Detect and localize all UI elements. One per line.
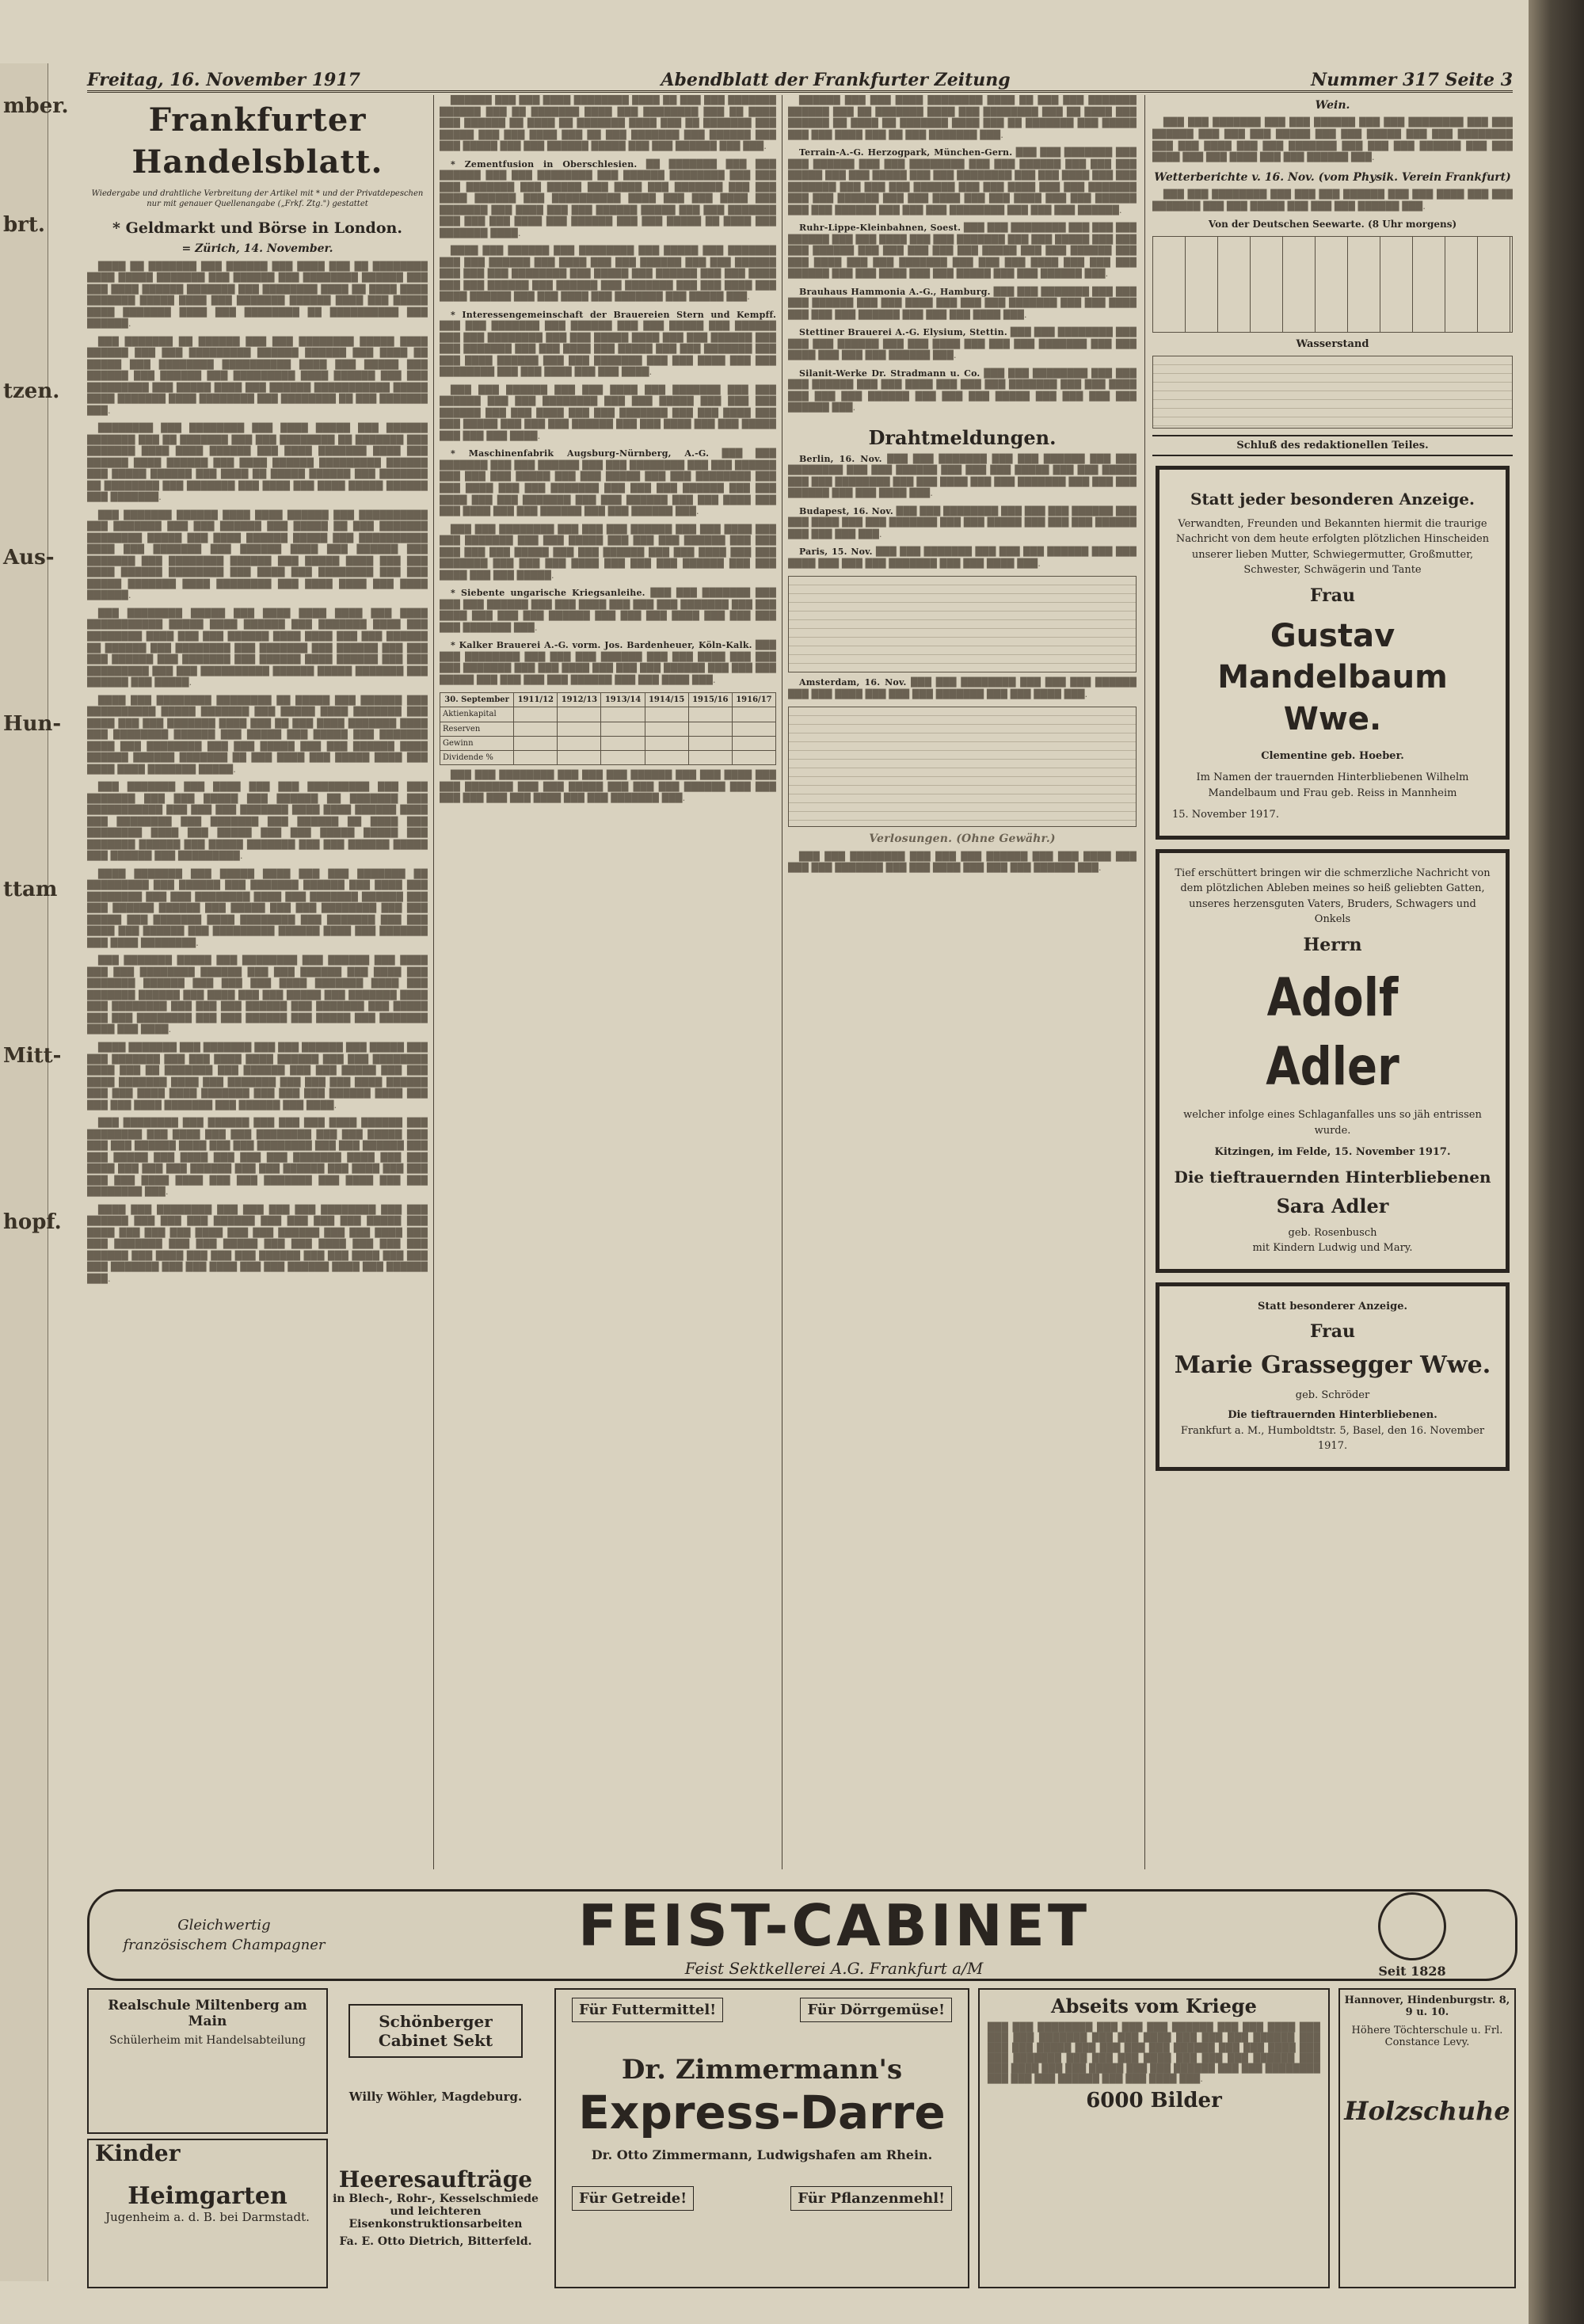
fragment-word: Aus- xyxy=(3,545,55,570)
ad-label: Für Pflanzenmehl! xyxy=(790,2186,952,2211)
weather-table xyxy=(1152,236,1513,333)
fragment-word: Hun- xyxy=(3,711,62,736)
ad-label: Für Futtermittel! xyxy=(572,1998,723,2022)
ad-schoenberger xyxy=(333,1988,539,2162)
notice-place: Kitzingen, im Felde, 15. November 1917. xyxy=(1214,1146,1451,1159)
table-cell xyxy=(558,750,601,764)
dateline: Budapest, 16. Nov. xyxy=(799,505,893,516)
water-level-table xyxy=(1152,356,1513,429)
table-cell xyxy=(688,722,732,736)
table-cell xyxy=(645,750,688,764)
wine-title: Wein. xyxy=(1315,99,1350,112)
telegrams: Berlin, 16. Nov. ███ ███ ███████ ███ ███ ██████ ███ ███ ████████ ███ ███ ██████ ███ ███ ███ █████ ███ ███ █████ ███ ███ ████████ ███ ███ ████ ███ ███ ███████ ███ ███ ███ ██████ ███ ███ ████ ███. Budapest, 16. Nov. ███ ███ ████████ ███ ███ ███ ██████ ███ ███ ████ ███ ███ ███████ ███ ███ █████ ███ ███ ███ ██████ ███ ███ ███ ███. Paris, 15. Nov. ███ ███ ███████ ███ ███ ███ ██████ ███ ███ ████ ███ ███ ███ ███████ ███ ███ ████ ███. Amsterdam, 16. Nov. ███ ███ ████████ ███ ███ ███ ██████ ███ ███ ████ ███ ███ ███ ███████ ███ ███ ████ ███. Verlosungen. (Ohne Gewähr.) ███ ███ ████████ ███ ███ ███ ██████ ███ ███ ████ ███ ███ ███ ███████ ███ ███ ████ ███ ███ ███ ██████ ███. xyxy=(788,453,1137,874)
table-cell xyxy=(645,736,688,750)
notice-date: 15. November 1917. xyxy=(1172,809,1279,821)
table-row xyxy=(440,736,776,750)
obituary-mandelbaum xyxy=(1156,466,1510,840)
fragment-word: hopf. xyxy=(3,1210,62,1235)
weather-report: ███ ███ ████████ ███ ███ ███ ██████ ███ ███ ████ ███ ███ ███████ ███ ███ █████ ███ ███ ███ ██████ ███. xyxy=(1152,189,1513,211)
page-header xyxy=(87,63,1513,93)
notice-place: Frankfurt a. M., Humboldtstr. 5, Basel, den 16. November 1917. xyxy=(1180,1424,1485,1453)
article-title: * Geldmarkt und Börse in London. xyxy=(112,219,402,237)
table-cell xyxy=(645,707,688,722)
ad-text: Höhere Töchterschule u. Frl. Constance Levy. xyxy=(1351,2025,1503,2048)
table-cell xyxy=(688,736,732,750)
dateline: Berlin, 16. Nov. xyxy=(799,453,882,464)
table-row xyxy=(440,750,776,764)
table-cell xyxy=(688,707,732,722)
dateline: Paris, 15. Nov. xyxy=(799,547,873,558)
table-cell xyxy=(732,707,775,722)
header-date: Freitag, 16. November 1917 xyxy=(87,70,360,90)
column-2 xyxy=(440,95,776,1869)
fragment-word: mber. xyxy=(3,94,69,118)
report-title: Terrain-A.-G. Herzogpark, München-Gern. xyxy=(799,147,1013,158)
column-rule xyxy=(433,95,434,1869)
column-rule xyxy=(1144,95,1145,1869)
book-binding xyxy=(1529,0,1584,2324)
classified-ads xyxy=(87,1988,1513,2289)
ad-brand xyxy=(359,1892,1309,1978)
ad-hannover xyxy=(1338,1988,1516,2288)
previous-page-fragments xyxy=(0,63,69,1409)
previous-page-strip xyxy=(0,63,69,2281)
column-3 xyxy=(788,95,1137,1869)
ad-title: Realschule Miltenberg am Main xyxy=(108,1998,307,2029)
table-cell: Gewinn xyxy=(440,736,514,750)
report-title: Ruhr-Lippe-Kleinbahnen, Soest. xyxy=(799,223,961,234)
table-header-cell: 30. September xyxy=(440,693,514,707)
article-body: ██████ ███ ███ ████ ████████ ████ ██ ███ ███ ███████ ██████ ███ ██ ███████ ████ ███ ████████ ███ ██ ████ ███ ██████ ██ ████ ██ ███████ ████ ███ ██ ███████ ███ █████ ███ ███ ████ ███ ██ ███ ███████ ███ ██████ ███ ███ █████ ███ ███ ██████ █████ ███ ███ ██████ ███ ███. * Zementfusion in Oberschlesien. ██ ███████ ███ ███ ██████ ███ ███ ████████ ███ ██████ ████████ ███ ███ ███ ███████ ███ █████ ███ ████ ███ ███████ ███ ███ ████ ██████ ███ ██████████ ████ ███ ███ ████ ███ ███████ ███ ████ ███ ███ ██████ █████ ███ ███ ███████ ███ ███ ███ ████ ███ ██████ ███ ███ █████ ██ ████ ███ ███████ ████. ████ ███ ██████ ███ ████████ ███ █████ ███ ███████ ███ ███ ██████ ███ ████ ███ ███ ██████ ███ ███ ██████ ███ ███ ███ ████████ ███ █████ ███ ██████ ███ ███ ████ ███ ███ ██████ ███ ██████ ███ ███████ ███ ███ ████ ███ ████ ██████ ███ ███ ████ ███ ███████ ███ █████ ███. * Interessengemeinschaft der Brauereien Stern und Kempff. ███ ███ ███████ ███ ██████ ███ ███ █████ ███ ██████ ███ ███ ████████ ███ ███ █████ ████ ███ ███ ██████ ███ ███ ███████ ███ ███ ████ ███ █████ ███ ███ ███████ ███ ███ ████ ██████ ███ ███ ███████ ███ ███ ████ ███ ███ ████████ ███ ███ ████ ███ ███ ████. ███ ███ ██████ ███ ███ ████ ███ ███████ ███ ███ ██████ ███ ███ ████████ ███ ███ █████ ███ ███ ███ ██████ ███ ███ ████ ███ ███ ███████ ███ ███ ████ ███ ███ █████ ███ ███ ███ ██████ ███ ███ ████ ███ ███ █████ ███ ███ ███ ████. * Maschinenfabrik Augsburg-Nürnberg, A.-G. ███ ███ ███████ ███ ███ ██████ ███ ███ ████████ ███ ███ ██████ ███ ███ ███ █████ ███ ███ █████ ███ ███ ████████ ███ ███ ████ ███ ███ ███████ ███ ███ ███ ██████ ███ ███ ████ ███ ███ ███████ ███ ███ ██████ ███ ███ ████ ███ ███ ████ ███ ███ ██████ ███ ███ ██████ ███. ███ ███ ████████ ███ ███ ███ ██████ ███ ███ ████ ███ ███ ███████ ███ ███ █████ ███ ███ ███ ██████ ███ ███ ███ ███ ███ █████ ███ ███ ██████ ███ ███ ████ ███ ███ ███████ ███ ███ ███ ████ ███ ███ ███ ██████ ███ ███ ████ ███ ███ █████. * Siebente ungarische Kriegsanleihe. ███ ███ ███████ ███ ███ ███ ██████ ███ ███ ████ ███ ███ ███ ███████ ███ ███ ████ ███ ███ ███ ██████ ███ ███ ███ ████ ███ ███ ███ ███ ███████ ███. * Kalker Brauerei A.-G. vorm. Jos. Bardenheuer, Köln-Kalk. ███ ███ ████████ ███ ███ ███ ██████ ███ ███ ████ ███ ███ ███ ███████ ███ ███ ████ ███ ███ ███ ██████ ███ ███ ███ █████ ███ ███ ███ ███ ██████ ███ ███ ████ ███. xyxy=(440,95,776,685)
ad-address: Dr. Otto Zimmermann, Ludwigshafen am Rhein. xyxy=(591,2147,933,2162)
obituary-grassegger xyxy=(1156,1282,1510,1471)
deceased-name: Adolf Adler xyxy=(1266,967,1399,1098)
notice-signers: Im Namen der trauernden Hinterbliebenen Wilhelm Mandelbaum und Frau geb. Reiss in Mannheim xyxy=(1196,771,1469,799)
ad-text: Willy Wöhler, Magdeburg. xyxy=(348,2090,523,2104)
table-cell xyxy=(514,736,558,750)
ad-express-darre xyxy=(554,1988,969,2288)
ad-seal xyxy=(1309,1892,1515,1979)
editorial-end: Schluß des redaktionellen Teiles. xyxy=(1152,435,1513,456)
ad-bottom-row xyxy=(556,2162,968,2211)
table-cell xyxy=(732,722,775,736)
widow-born: geb. Rosenbusch xyxy=(1288,1226,1377,1239)
quotes-table xyxy=(788,576,1137,672)
notice-children: mit Kindern Ludwig und Mary. xyxy=(1252,1242,1413,1255)
ad-firm: Fa. E. Otto Dietrich, Bitterfeld. xyxy=(339,2235,532,2248)
ad-text: Schülerheim mit Handelsabteilung xyxy=(109,2034,306,2047)
notice-frau: Frau xyxy=(1309,1321,1356,1343)
table-cell xyxy=(688,750,732,764)
ad-label: Für Getreide! xyxy=(572,2186,694,2211)
table-header-cell: 1913/14 xyxy=(601,693,645,707)
ad-text: Heimgarten xyxy=(128,2182,287,2210)
fragment-word: brt. xyxy=(3,212,45,237)
table-row xyxy=(440,722,776,736)
ad-slogan xyxy=(89,1915,359,1955)
article-body: ████ ██ ███████ ███ ██████ ███ ████ ███ ██ ████████ ████ █████ ███████ ███ ██████ ███ ████████ ██████ ███ ███ ████ ██████ ███████ ███ ████████ ████ ██ ████ ████ ███████ █████ ████ ███ ███████ ██████ ████ ███ █████ ████ ███████ ████ ███ ████████ ██ ██████████ ███ ██████. ███ ███████ ██ ██████ ███ ███ ████████ █████ ████ ██████ ███ ███ █████████ ██████ ██████ ███ ████ ██ █████ ███ ████████ ██████████ ████ ███ █████ ███ ██████ ███ ██████ ███ █████████ ████ ██████ ███ ███ █████████ ███ █████ ████ ███ ██████ ███████████ █████ ████ ███████ ████ ████████ ███ ████████ ██ ███ ███████ ███. ████████ ███ ████████ ███ ████ █████ ███ ██████ ███████ ███ ██ ███████ ███ ███ ████████ ██ ███████ ███ ███████ ████ ████ ██████ ███ ████ ███████ ████ ███ ██████ ████ ██████ ███ ████ ██████ █████████ ██████ ███ █████ ██████ ███ ████ ██ █████ ██████ ███ ███████ ██ ████████ ███ ███████ ███ ████ ███ ████ █████ ██████ ███ ███████. ███ ███████ ██████ ████ ████ ██████ ███ ██████████ ███ ███████ ███ ███ ██████ ███ █████ ██ ███ ███████ ████████ █████ ███ ████ ██████ █████ ███ ██████████ ████ ███ ███████ ███ ██████ ████ ███ ██████ ███ ███████ ███ ████████ ██████ ███ █████ ████ ███ ███ ████ ██████ ████████ ███ ████ ███ ████████ ███ ███ █████ ███████ ████ ████████ ███ ████ ████ ███ ████ ██████. ███ ████████ █████ ███ ████ ████ ████ ███ ████ ███████████ █████ ████ ██████ ███ ███████ ████ ███ ████████ ████ ███ ███ ██████ ████ ████ ███ ███ ██████ ██ ██████ ███ ████████ ███ ███████ ███ ██████ ███ ███ ███ ██████ ███ ███████ ███ ██████ ████ ██████ ███ ███ █████████ ███ ███ ██████████ ██████ █████ ███████ ███ ██████ ███ █████. ████ ███ ████████ ████████ ██ █████ ███ ██████ ███ ██████████ █████ ███████ ███ █████ ████ ███████ ███ ████ ███ ███ ███████ ████ ███ ██ ███ ████ ███████ ████ ███ ████████ ██████ ███ █████ ███ █████ ███ ███████ ████ ███ ████████ ███ ███ █████ ███ ███ ██████ ████ ██████ ██████ ███████ ██ ███ ████ ███ █████ ████ ███ ████ ████ ███████ █████. ███ ███████ ███ ████ ███ ███ █████████ ███ ███ ███████ ███ ███ █████ ███ ██████ ██ ███████ ███ ███████████ ███ ███ ███ ███████ ████ ████ ██████ ████ ███ ████████ ███ ███████ ███ ██████ ██ ████ ███ ████████ ████ ███ █████ ███ ███ █████ █████ ███ ███████ ██████ ███ █████ ███████ ███ ███ ██████ █████ ███ ██████ ███ █████████. ████ ███████ ███ █████ ████ ███ ███ ███████ ██ █████████ ███ ██████ ███ ███████ ██████ ███ ████ ███ ████████ ███ ███ ████████ ████ ███ ███████ ██████ ███ ███ ██████ ██████ ███ █████ ███ ███ ████████ ███ ███ █████ ███ ███████ ████ ████████ ███ ███████ ███ ███ ████ ███ ██████ ███ █████████ ██████ ████ ███ ███████ ███ ████ ████████. ███ ███████ █████ ███ ████████ ███ ██████ ███ ████ ███ ███ ████████ ██████ ███ ███ ██████ ███ ████ ███ ███████ ██████ ███ ███ ███ ████ ███████ ████ ███ ███████ ██████ ███ ████ ███ ███ █████ ███ ███████ ████ ███ ████████ ███ ███ ███ ██████ ███ ███████ ███ █████ ███ ███ ████████ ███ ███ ██████ ███ █████ ███ ███████ ████ ███ ████. ████ ███████ ███ ███████ ███ ███ ██████ ███ █████ ███ ███ ███████ ███ ███ ████ ████ ██████ ███ ███ ████████ ████ ███ ██ ███████ ███ ██████ ███ ███ █████ ███ ███ ████ ███████ ████ ███ ███████ ███ ███ ███ ████ ██████ ███ ███ ████ ████ ███████ ███ ███ ███ ██████ ████ ███ ███ ███ ████ ███████ ███ ██████ ███ ████. ███ ████████ ███ ██████ ███ ███ ███ ████ ██████ ███ ████████ ███ ████ ███ ███ ████████ ███ ███ █████ ███ ███ ███ ██████ ████ ███ ███ ████████ ███ ███ ██████ ███ ███ █████ ███ ████ ███ ███ ███ ███████ ████ ███ ███ ████ ███ ███ ███ ██████ ███ ███ ██████ ███ ████ ███ ███ ███ ███ ████ ████ ███ ███ ███████ ███ ████ ███ ███ ████████ ███. ████ ███ ████████ ███ ███ ███ ███ ████████ ███ ███ ██████ ███ ███ ███ ██████ ███ ███ ███ ███ █████ ███ ████ ███ ███ ███ ████ ███ ███ ██████ ███ ███ ████ ███ ███ ███████ ███ ███ █████ ███ ███ ████ ███ ███ ███ ██████ ███ ████ ███ ███ ███ ██████ ███ ███ ████ ███ ███ ███ ███████ ███ ███ ████ ███ ███ ██████ ████ ███ ██████ ███. xyxy=(87,261,428,1284)
drahtmeldungen-title: Drahtmeldungen. xyxy=(868,425,1057,449)
exchange-table xyxy=(788,707,1137,827)
ad-label: Für Dörrgemüse! xyxy=(800,1998,952,2022)
obituary-adler xyxy=(1156,849,1510,1273)
report-title: Silanit-Werke Dr. Stradmann u. Co. xyxy=(799,368,980,379)
table-cell xyxy=(732,750,775,764)
fragment-word: tzen. xyxy=(3,379,60,403)
weather-title: Wetterberichte v. 16. Nov. (vom Physik. Verein Frankfurt) xyxy=(1154,170,1511,184)
column-4 xyxy=(1152,95,1513,1869)
table-cell xyxy=(558,722,601,736)
notice-text: Tief erschüttert bringen wir die schmerzliche Nachricht von dem plötzlichen Ableben meines so heiß geliebten Gatten, unseres herzensguten Vaters, Bruders, Schwagers und Onkels xyxy=(1175,867,1491,926)
ad-body: ███ ███ ████████ ███ ███ ███ ██████ ███ ███ ████ ███ ███ ███ ███████ ███ ███ ████ ███ ███ ███ ██████ ███ ███ ███ █████ ███ ███ ███ ███ ██████ ███ ███ ████ ███ ███ ███████ ███ ███ ███ ████ ███ ███ ███ ██████ ███ ███ ████ ███ ███ █████ ███ ███ ██████ ███ ███ ████████ ███ ███ ███ ██████ ███ ███ ████ ███. xyxy=(988,2022,1320,2084)
notice-herrn: Herrn xyxy=(1303,934,1362,955)
fragment-word: ttam xyxy=(3,878,58,902)
ad-top-row xyxy=(556,1990,968,2030)
table-header-cell: 1912/13 xyxy=(558,693,601,707)
table-cell xyxy=(601,736,645,750)
notice-lead: Statt jeder besonderen Anzeige. xyxy=(1190,490,1475,509)
ad-heeresauftraege xyxy=(333,2166,539,2285)
table-cell xyxy=(514,722,558,736)
since-label: Seit 1828 xyxy=(1378,1963,1446,1979)
ad-name: Dr. Zimmermann's xyxy=(621,2054,903,2086)
dateline: Amsterdam, 16. Nov. xyxy=(799,677,907,688)
ad-box xyxy=(348,2004,523,2058)
widow-name: Sara Adler xyxy=(1276,1194,1389,1218)
ad-big: Holzschuhe xyxy=(1344,2096,1510,2126)
deceased-name: Gustav Mandelbaum Wwe. xyxy=(1217,617,1448,738)
table-header-cell: 1914/15 xyxy=(645,693,688,707)
notice-lead: Statt besonderer Anzeige. xyxy=(1257,1300,1408,1312)
report-title: Stettiner Brauerei A.-G. Elysium, Stettin. xyxy=(799,327,1007,338)
ad-realschule xyxy=(87,1988,328,2134)
deceased-born: Clementine geb. Hoeber. xyxy=(1261,749,1404,762)
table-header-cell: 1911/12 xyxy=(514,693,558,707)
table-cell xyxy=(601,722,645,736)
table-cell xyxy=(558,707,601,722)
table-cell: Reserven xyxy=(440,722,514,736)
table-header-cell: 1916/17 xyxy=(732,693,775,707)
ad-title: Kinder xyxy=(95,2140,181,2166)
feist-cabinet-ad xyxy=(87,1889,1517,1981)
fragment-word: Mitt- xyxy=(3,1044,62,1069)
table-cell xyxy=(514,707,558,722)
header-title: Abendblatt der Frankfurter Zeitung xyxy=(661,70,1011,90)
notice-mourners: Die tieftrauernden Hinterbliebenen. xyxy=(1228,1409,1437,1422)
ad-title: Schönberger Cabinet Sekt xyxy=(378,2012,493,2050)
deceased-name: Marie Grassegger Wwe. xyxy=(1174,1351,1491,1380)
financial-table xyxy=(440,692,776,765)
reproduction-notice: Wiedergabe und drahtliche Verbreitung der Artikel mit * und der Privatdepeschen nur mit genauer Quellenangabe („Frkf. Ztg.") gestattet xyxy=(91,189,424,208)
table-header-cell: 1915/16 xyxy=(688,693,732,707)
table-cell xyxy=(558,736,601,750)
ad-text: in Blech-, Rohr-, Kesselschmiede und leichteren Eisenkonstruktionsarbeiten xyxy=(333,2193,539,2231)
report-title: Brauhaus Hammonia A.-G., Hamburg. xyxy=(799,286,991,297)
brand-name: FEIST-CABINET xyxy=(577,1892,1091,1959)
wasserstand-title: Wasserstand xyxy=(1296,337,1369,350)
ad-title: Abseits vom Kriege xyxy=(1051,1994,1257,2017)
header-number: Nummer 317 Seite 3 xyxy=(1311,70,1513,90)
slogan-line-2: französischem Champagner xyxy=(123,1937,326,1953)
notice-text: Verwandten, Freunden und Bekannten hiermit die traurige Nachricht von dem heute erfolgten plötzlichen Hinscheiden unserer lieben Mutter, Schwiegermutter, Großmutter, Schwester, Schwägerin und Tante xyxy=(1175,517,1490,577)
ad-sub: Jugenheim a. d. B. bei Darmstadt. xyxy=(105,2210,310,2224)
seewarte-title: Von der Deutschen Seewarte. (8 Uhr morgens) xyxy=(1208,219,1457,230)
column-1 xyxy=(87,95,428,1869)
notice-mourners: Die tieftrauernden Hinterbliebenen xyxy=(1174,1167,1491,1187)
article-dateline: = Zürich, 14. November. xyxy=(181,242,333,256)
table-cell xyxy=(732,736,775,750)
verlosungen-title: Verlosungen. (Ohne Gewähr.) xyxy=(869,832,1056,846)
section-masthead: Frankfurter Handelsblatt. xyxy=(131,101,383,181)
notice-after: welcher infolge eines Schlaganfalles uns so jäh entrissen wurde. xyxy=(1183,1109,1482,1137)
deceased-born: geb. Schröder xyxy=(1295,1389,1370,1401)
ad-abseits xyxy=(978,1988,1330,2288)
business-reports: ██████ ███ ███ ████ ████████ ████ ██ ███ ███ ███████ ██████ ███ ██ ███████ ████ ███ ████████ ███ ██ ████ ███ ██████ ██ ████ ██ ███████ ████ ███ ██ ███████ ███ █████ ███ ███ ████ ███ ██ ███ ███████ ███. Terrain-A.-G. Herzogpark, München-Gern. ███ ███ ███████ ███ ███ ██████ ███ ███ ████████ ███ ███ ██████ ███ ███ ███ █████ ███ ███ █████ ███ ███ ████████ ███ ███ ████ ███ ███ ███████ ███ ███ ███ ██████ ███ ███ ████ ███ ███ ███████ ███ ███ ██████ ███ ███ ████ ███ ███ ████ ███ ███ ██████ ███ ███ ██████ ███ ███ ███ ████████ ███ ███ ███ ██████. Ruhr-Lippe-Kleinbahnen, Soest. ███ ███ ████████ ███ ███ ███ ██████ ███ ███ ████ ███ ███ ███████ ███ ███ █████ ███ ███ ███ ██████ ███ ███ ███ ███ ███ █████ ███ ███ ██████ ███ ███ ████ ███ ███ ███████ ███ ███ ███ ████ ███ ███ ███ ██████ ███ ███ ████ ███ ███ █████ ███ ███ ██████ ███. Brauhaus Hammonia A.-G., Hamburg. ███ ███ ███████ ███ ███ ███ ██████ ███ ███ ████ ███ ███ ███ ███████ ███ ███ ████ ███ ███ ███ ██████ ███ ███ ███ ████ ███. Stettiner Brauerei A.-G. Elysium, Stettin. ███ ███ ████████ ███ ███ ███ ██████ ███ ███ ████ ███ ███ ███ ███████ ███ ███ ████ ███ ███ ███ ██████ ███. Silanit-Werke Dr. Stradmann u. Co. ███ ███ ████████ ███ ███ ███ ██████ ███ ███ ████ ███ ███ ███ ███████ ███ ███ ████ ███ ███ ███ ██████ ███ ███ ███ █████ ███ ███ ███ ███ ██████ ███. xyxy=(788,95,1137,413)
ad-title: Heeresaufträge xyxy=(338,2166,533,2193)
table-row xyxy=(440,707,776,722)
table-cell xyxy=(514,750,558,764)
wine-report: ███ ███ ███████ ███ ███ ██████ ███ ███ ████████ ███ ███ ██████ ███ ███ ███ █████ ███ ███ █████ ███ ███ ████████ ███ ███ ████ ███ ███ ███████ ███ ███ ███ ██████ ███ ███ ████ ███ ███ ████ ███ ███ ██████ ███. xyxy=(1152,117,1513,163)
table-cell xyxy=(601,707,645,722)
ad-title: Hannover, Hindenburgstr. 8, 9 u. 10. xyxy=(1344,1994,1510,2018)
slogan-line-1: Gleichwertig xyxy=(177,1916,271,1933)
brand-tagline: Feist Sektkellerei A.G. Frankfurt a/M xyxy=(684,1959,984,1978)
table-cell: Dividende % xyxy=(440,750,514,764)
table-cell xyxy=(601,750,645,764)
ad-big: Express-Darre xyxy=(578,2086,946,2139)
article-body-end: ███ ███ ████████ ███ ███ ███ ██████ ███ ███ ████ ███ ███ ███████ ███ ███ █████ ███ ███ ███ ██████ ███ ███ ███ ███ ███ ███ ████ ███ ███ ███████ ███. xyxy=(440,770,776,804)
ad-kinder xyxy=(87,2139,328,2288)
notice-frau: Frau xyxy=(1309,585,1356,606)
table-cell: Aktienkapital xyxy=(440,707,514,722)
table-cell xyxy=(645,722,688,736)
ad-big: 6000 Bilder xyxy=(1086,2089,1222,2113)
crest-icon xyxy=(1378,1892,1446,1960)
